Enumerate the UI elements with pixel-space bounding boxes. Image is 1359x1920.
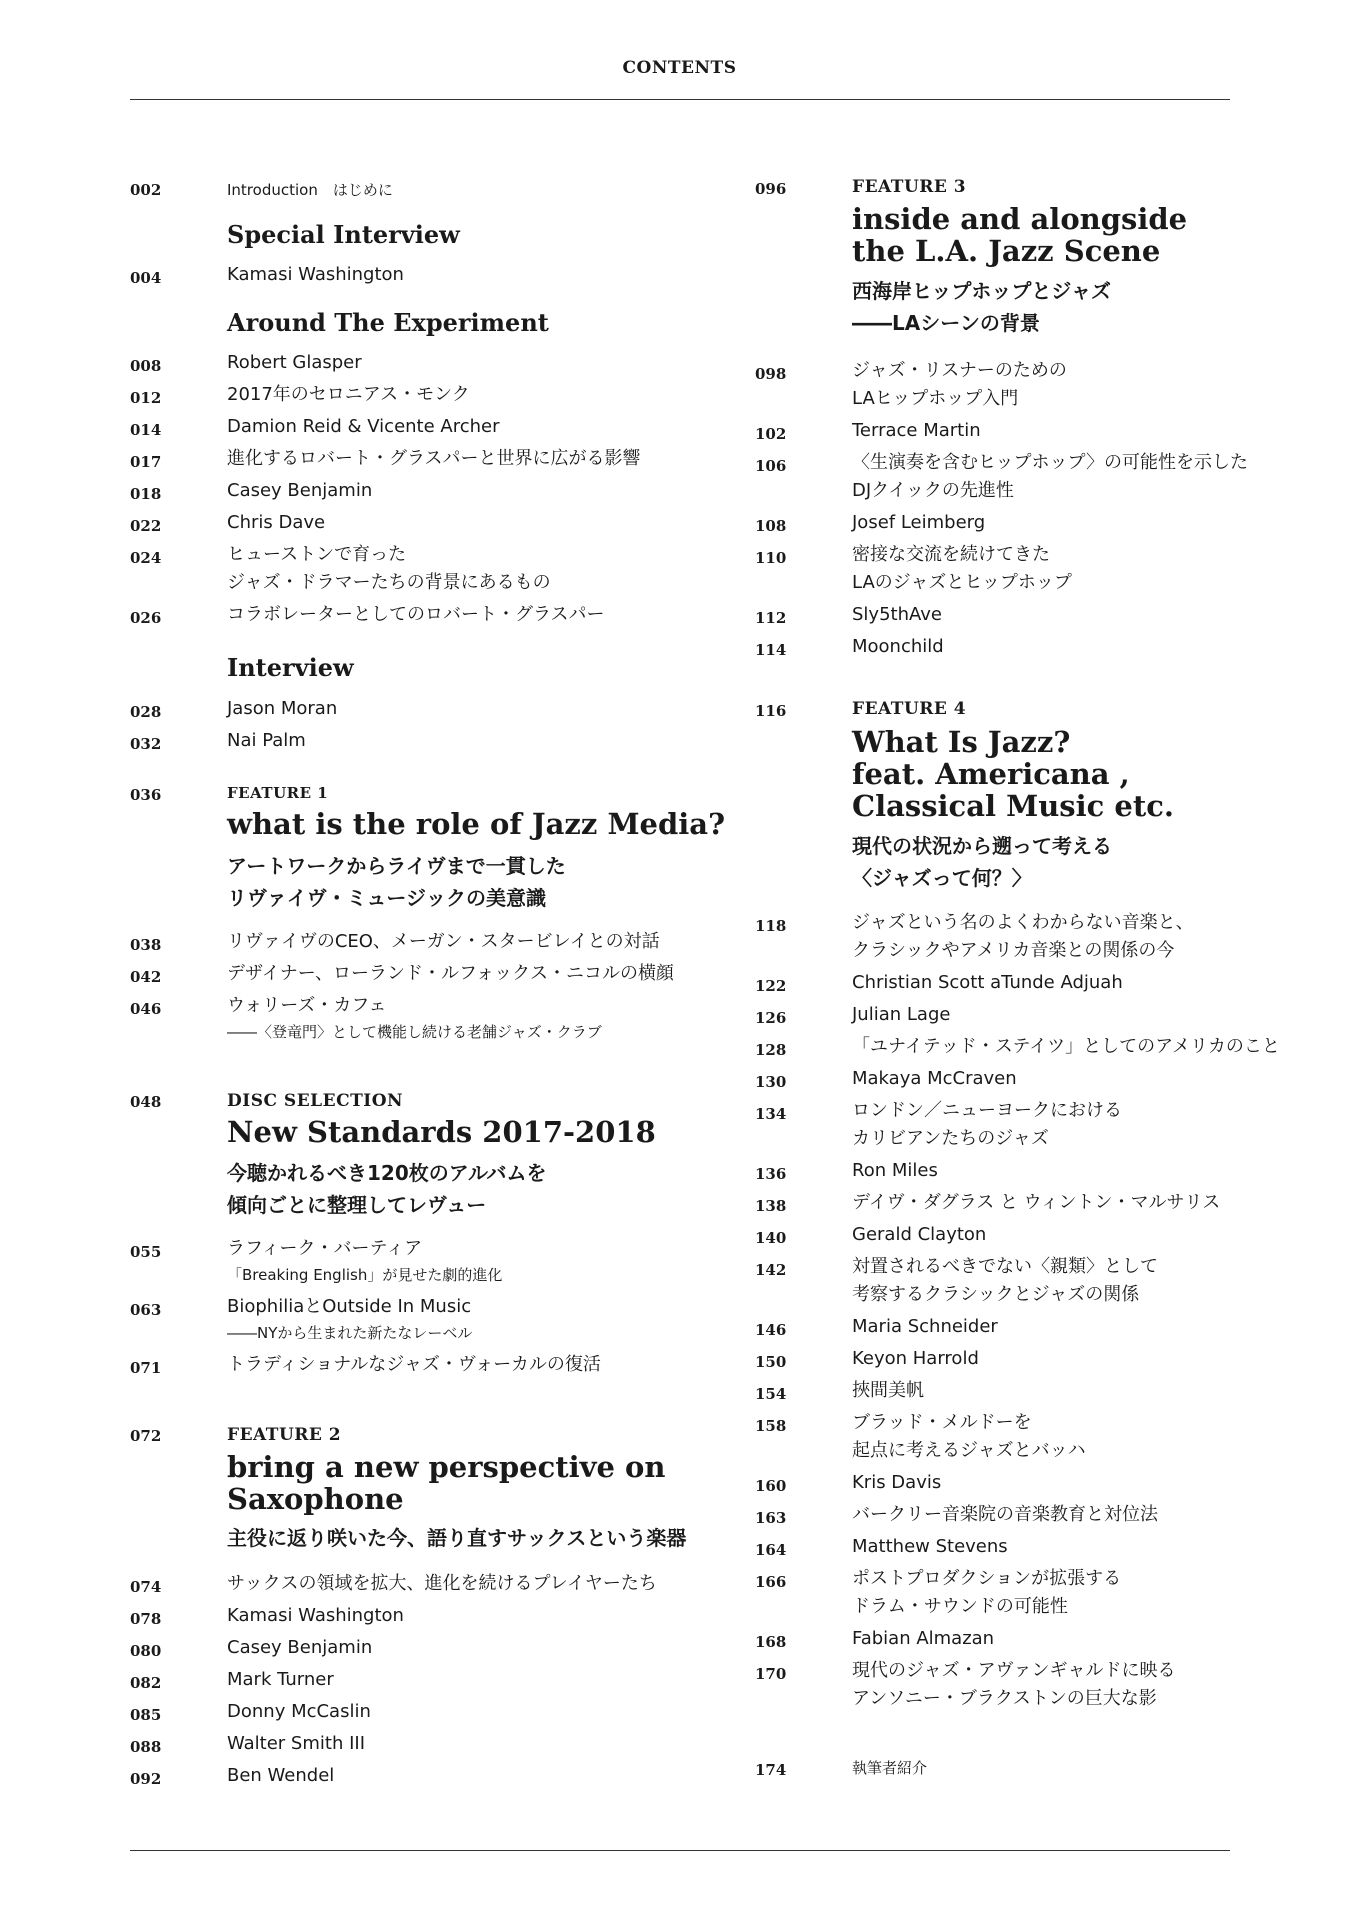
- toc-entry-subtitle: ――NYから生まれた新たなレーベル: [227, 1324, 473, 1342]
- toc-entry-line: Ron Miles: [852, 1160, 938, 1181]
- toc-entry-line: Chris Dave: [227, 512, 326, 533]
- toc-entry-line: Robert Glasper: [227, 352, 362, 373]
- toc-entry-line: リヴァイヴのCEO、メーガン・スタービレイとの対話: [227, 931, 660, 952]
- feature-subtitle-line: 現代の状況から遡って考える: [852, 834, 1112, 858]
- feature-subtitle: [852, 275, 1111, 339]
- page-number: 012: [130, 389, 162, 407]
- page-number: 072: [130, 1427, 162, 1445]
- toc-entry[interactable]: [852, 541, 1072, 597]
- page-number: 102: [755, 425, 787, 443]
- toc-entry-line: トラディショナルなジャズ・ヴォーカルの復活: [227, 1354, 601, 1375]
- toc-entry-line: Christian Scott aTunde Adjuah: [852, 972, 1123, 993]
- feature-label: FEATURE 4: [852, 699, 967, 719]
- toc-entry-line: ロンドン／ニューヨークにおける: [852, 1100, 1122, 1121]
- toc-entry-line: DJクイックの先進性: [852, 480, 1014, 501]
- toc-entry-line: ジャズという名のよくわからない音楽と、: [852, 912, 1194, 933]
- toc-entry-line: 〈生演奏を含むヒップホップ〉の可能性を示した: [852, 452, 1248, 473]
- page-number: 063: [130, 1301, 162, 1319]
- feature-subtitle: [852, 830, 1112, 894]
- toc-entry[interactable]: Jason Moran: [227, 698, 338, 719]
- page-number: 168: [755, 1633, 787, 1651]
- toc-entry[interactable]: Walter Smith III: [227, 1733, 366, 1754]
- feature-subtitle-line: 主役に返り咲いた今、語り直すサックスという楽器: [227, 1526, 687, 1550]
- toc-entry[interactable]: [852, 449, 1248, 505]
- toc-entry-line: LAのジャズとヒップホップ: [852, 572, 1072, 593]
- toc-entry[interactable]: [227, 1235, 502, 1287]
- toc-entry[interactable]: [852, 1001, 950, 1029]
- feature-title-line: bring a new perspective on: [227, 1450, 666, 1484]
- page-number: 004: [130, 269, 162, 287]
- toc-entry-line: ドラム・サウンドの可能性: [852, 1596, 1068, 1617]
- toc-entry-line: アンソニー・ブラクストンの巨大な影: [852, 1688, 1157, 1709]
- toc-entry-line: Maria Schneider: [852, 1316, 998, 1337]
- toc-entry[interactable]: [852, 357, 1067, 413]
- feature-subtitle-line: 傾向ごとに整理してレヴュー: [227, 1193, 487, 1217]
- toc-entry-line: コラボレーターとしてのロバート・グラスパー: [227, 604, 605, 625]
- toc-entry-line: 対置されるべきでない〈親類〉として: [852, 1256, 1158, 1277]
- toc-entry-line: Fabian Almazan: [852, 1628, 995, 1649]
- toc-entry-line: 密接な交流を続けてきた: [852, 544, 1050, 565]
- toc-entry[interactable]: [227, 349, 362, 377]
- page-number: 163: [755, 1509, 787, 1527]
- page-number: 106: [755, 457, 787, 475]
- page-number: 122: [755, 977, 787, 995]
- feature-subtitle-line: ――LAシーンの背景: [852, 311, 1040, 335]
- feature-title[interactable]: [852, 726, 1174, 822]
- feature-subtitle: [227, 850, 566, 914]
- toc-entry-line: ジャズ・リスナーのための: [852, 360, 1067, 381]
- toc-entry[interactable]: [852, 1657, 1175, 1713]
- toc-entry[interactable]: [852, 417, 981, 445]
- page-number: 138: [755, 1197, 787, 1215]
- toc-entry-line: カリビアンたちのジャズ: [852, 1128, 1049, 1149]
- toc-entry[interactable]: [852, 1565, 1121, 1621]
- page-number: 134: [755, 1105, 787, 1123]
- bottom-rule: [130, 1850, 1230, 1851]
- page-number: 024: [130, 549, 162, 567]
- page-number: 008: [130, 357, 162, 375]
- toc-entry-line: Moonchild: [852, 636, 944, 657]
- page-number: 028: [130, 703, 162, 721]
- page-number: 080: [130, 1642, 162, 1660]
- page-number: 158: [755, 1417, 787, 1435]
- toc-entry[interactable]: [227, 928, 660, 956]
- toc-entry[interactable]: [227, 413, 500, 441]
- toc-entry-line: Keyon Harrold: [852, 1348, 979, 1369]
- toc-entry[interactable]: [852, 509, 985, 537]
- toc-entry[interactable]: Mark Turner: [227, 1669, 334, 1690]
- top-rule: [130, 99, 1230, 100]
- page-number: 126: [755, 1009, 787, 1027]
- toc-entry-subtitle: ――〈登竜門〉として機能し続ける老舗ジャズ・クラブ: [227, 1023, 602, 1041]
- toc-entry[interactable]: [852, 1501, 1158, 1529]
- page-number: 048: [130, 1093, 162, 1111]
- toc-entry[interactable]: [852, 1469, 941, 1497]
- toc-entry[interactable]: [227, 1293, 472, 1345]
- toc-entry[interactable]: [852, 909, 1194, 965]
- toc-entry[interactable]: [227, 509, 325, 537]
- page-number: 026: [130, 609, 162, 627]
- page-number: 042: [130, 968, 162, 986]
- feature-subtitle-line: アートワークからライヴまで一貫した: [227, 854, 566, 878]
- toc-entry-line: Damion Reid & Vicente Archer: [227, 416, 500, 437]
- page-number: 150: [755, 1353, 787, 1371]
- toc-entry-subtitle: 「Breaking English」が見せた劇的進化: [227, 1266, 503, 1284]
- toc-entry[interactable]: [852, 1533, 1008, 1561]
- page-number: 088: [130, 1738, 162, 1756]
- page-number: 055: [130, 1243, 162, 1261]
- toc-entry[interactable]: [852, 1189, 1220, 1217]
- page-number: 114: [755, 641, 787, 659]
- feature-title-line: feat. Americana ,: [852, 757, 1130, 791]
- feature-title[interactable]: [227, 1451, 665, 1515]
- page-number: 142: [755, 1261, 787, 1279]
- toc-entry-line: 起点に考えるジャズとバッハ: [852, 1440, 1086, 1461]
- page-number: 174: [755, 1761, 787, 1779]
- page-number: 018: [130, 485, 162, 503]
- toc-entry-line: ブラッド・メルドーを: [852, 1412, 1032, 1433]
- toc-entry[interactable]: [852, 1065, 1017, 1093]
- page-number: 140: [755, 1229, 787, 1247]
- feature-subtitle: [227, 1522, 686, 1554]
- page-number: 036: [130, 786, 162, 804]
- page-number: 118: [755, 917, 787, 935]
- feature-label: FEATURE 1: [227, 784, 329, 802]
- toc-entry[interactable]: [852, 1313, 998, 1341]
- toc-entry[interactable]: [227, 601, 604, 629]
- toc-entry[interactable]: [852, 969, 1123, 997]
- page-number: 074: [130, 1578, 162, 1596]
- toc-entry-line: バークリー音楽院の音楽教育と対位法: [852, 1504, 1158, 1525]
- page-number: 071: [130, 1359, 162, 1377]
- section-heading-special-interview: Special Interview: [227, 220, 460, 249]
- page-number: 136: [755, 1165, 787, 1183]
- page-number: 154: [755, 1385, 787, 1403]
- page-number: 046: [130, 1000, 162, 1018]
- toc-entry-line: Gerald Clayton: [852, 1224, 987, 1245]
- toc-entry-line: ポストプロダクションが拡張する: [852, 1568, 1122, 1589]
- toc-entry-line: Makaya McCraven: [852, 1068, 1017, 1089]
- toc-entry-line: デイヴ・ダグラス と ウィントン・マルサリス: [852, 1192, 1221, 1213]
- toc-entry-line: LAヒップホップ入門: [852, 388, 1019, 409]
- feature-title-line: Classical Music etc.: [852, 789, 1175, 823]
- toc-entry[interactable]: [227, 1351, 601, 1379]
- toc-entry-line: クラシックやアメリカ音楽との関係の今: [852, 940, 1175, 961]
- toc-entry-line: Josef Leimberg: [852, 512, 986, 533]
- page-number: 092: [130, 1770, 162, 1788]
- page-number: 164: [755, 1541, 787, 1559]
- toc-entry-line: デザイナー、ローランド・ルフォックス・ニコルの横顔: [227, 963, 674, 984]
- page-number: 160: [755, 1477, 787, 1495]
- feature-label: FEATURE 2: [227, 1425, 342, 1445]
- toc-entry[interactable]: [852, 1625, 994, 1653]
- toc-entry-line: 現代のジャズ・アヴァンギャルドに映る: [852, 1660, 1176, 1681]
- toc-entry-line: 2017年のセロニアス・モンク: [227, 384, 470, 405]
- feature-subtitle-line: リヴァイヴ・ミュージックの美意識: [227, 886, 546, 910]
- toc-entry[interactable]: [852, 1345, 979, 1373]
- page-number: 116: [755, 702, 787, 720]
- toc-entry-line: 挾間美帆: [852, 1380, 924, 1401]
- feature-subtitle-line: 今聴かれるべき120枚のアルバムを: [227, 1161, 547, 1185]
- toc-entry[interactable]: [227, 445, 640, 473]
- page-number: 170: [755, 1665, 787, 1683]
- toc-entry[interactable]: [852, 1097, 1122, 1153]
- page-number: 032: [130, 735, 162, 753]
- toc-entry[interactable]: [852, 1221, 986, 1249]
- toc-entry[interactable]: [227, 992, 602, 1044]
- toc-entry-line: Kris Davis: [852, 1472, 942, 1493]
- toc-entry-line: ラフィーク・バーティア: [227, 1238, 423, 1259]
- toc-entry[interactable]: サックスの領域を拡大、進化を続けるプレイヤーたち: [227, 1573, 657, 1594]
- toc-entry[interactable]: [227, 381, 470, 409]
- feature-title-line: New Standards 2017-2018: [227, 1115, 656, 1149]
- page-number: 130: [755, 1073, 787, 1091]
- page-number: 014: [130, 421, 162, 439]
- toc-entry-introduction[interactable]: Introduction はじめに: [227, 181, 393, 199]
- toc-entry[interactable]: Kamasi Washington: [227, 1605, 404, 1626]
- toc-entry[interactable]: [852, 1377, 924, 1405]
- toc-entry-line: ウォリーズ・カフェ: [227, 995, 387, 1016]
- feature-subtitle-line: 西海岸ヒップホップとジャズ: [852, 279, 1111, 303]
- toc-entry-line: BiophiliaとOutside In Music: [227, 1296, 472, 1317]
- page-number: 017: [130, 453, 162, 471]
- feature-subtitle-line: 〈ジャズって何？〉: [852, 866, 1032, 890]
- toc-entry[interactable]: [227, 477, 372, 505]
- page-number: 128: [755, 1041, 787, 1059]
- page-number: 108: [755, 517, 787, 535]
- toc-entry[interactable]: [227, 541, 551, 597]
- page-number: 110: [755, 549, 787, 567]
- toc-entry-writers[interactable]: 執筆者紹介: [852, 1759, 928, 1777]
- page-number: 096: [755, 180, 787, 198]
- toc-entry-line: 「ユナイテッド・ステイツ」としてのアメリカのこと: [852, 1036, 1280, 1057]
- toc-entry[interactable]: [852, 1409, 1086, 1465]
- toc-entry[interactable]: Kamasi Washington: [227, 264, 404, 285]
- feature-label: DISC SELECTION: [227, 1091, 404, 1111]
- toc-entry-line: 進化するロバート・グラスパーと世界に広がる影響: [227, 448, 641, 469]
- toc-entry[interactable]: Ben Wendel: [227, 1765, 335, 1786]
- toc-entry[interactable]: Donny McCaslin: [227, 1701, 371, 1722]
- toc-entry[interactable]: [852, 1157, 938, 1185]
- feature-title[interactable]: [227, 1116, 656, 1148]
- feature-title-line: What Is Jazz?: [852, 725, 1071, 759]
- page-number: 146: [755, 1321, 787, 1339]
- toc-entry-line: Casey Benjamin: [227, 480, 373, 501]
- toc-entry-line: ヒューストンで育った: [227, 544, 407, 565]
- page-number: 002: [130, 181, 162, 199]
- page-number: 166: [755, 1573, 787, 1591]
- feature-title-line: Saxophone: [227, 1482, 404, 1516]
- toc-entry[interactable]: [852, 633, 944, 661]
- page-title: CONTENTS: [622, 58, 737, 78]
- toc-entry[interactable]: Casey Benjamin: [227, 1637, 373, 1658]
- page-number: 078: [130, 1610, 162, 1628]
- feature-title-line: the L.A. Jazz Scene: [852, 234, 1161, 268]
- page-number: 085: [130, 1706, 162, 1724]
- page-number: 098: [755, 365, 787, 383]
- section-heading-around-the-experiment: Around The Experiment: [227, 308, 549, 337]
- toc-entry-line: Matthew Stevens: [852, 1536, 1008, 1557]
- page-number: 112: [755, 609, 787, 627]
- page-number: 022: [130, 517, 162, 535]
- toc-entry[interactable]: [852, 1253, 1158, 1309]
- toc-entry-line: Sly5thAve: [852, 604, 942, 625]
- toc-entry[interactable]: [852, 601, 942, 629]
- toc-entry[interactable]: Nai Palm: [227, 730, 306, 751]
- toc-entry-line: ジャズ・ドラマーたちの背景にあるもの: [227, 572, 551, 593]
- feature-label: FEATURE 3: [852, 177, 967, 197]
- page-number: 038: [130, 936, 162, 954]
- feature-title-line: what is the role of Jazz Media?: [227, 807, 726, 841]
- toc-entry[interactable]: [852, 1033, 1280, 1061]
- toc-entry-line: Terrace Martin: [852, 420, 981, 441]
- toc-entry-line: Julian Lage: [852, 1004, 951, 1025]
- toc-entry[interactable]: [227, 960, 674, 988]
- feature-title[interactable]: [852, 203, 1187, 267]
- feature-title[interactable]: [227, 808, 725, 840]
- feature-subtitle: [227, 1157, 547, 1221]
- section-heading-interview: Interview: [227, 653, 354, 682]
- page-number: 082: [130, 1674, 162, 1692]
- toc-entry-line: 考察するクラシックとジャズの関係: [852, 1284, 1140, 1305]
- feature-title-line: inside and alongside: [852, 202, 1188, 236]
